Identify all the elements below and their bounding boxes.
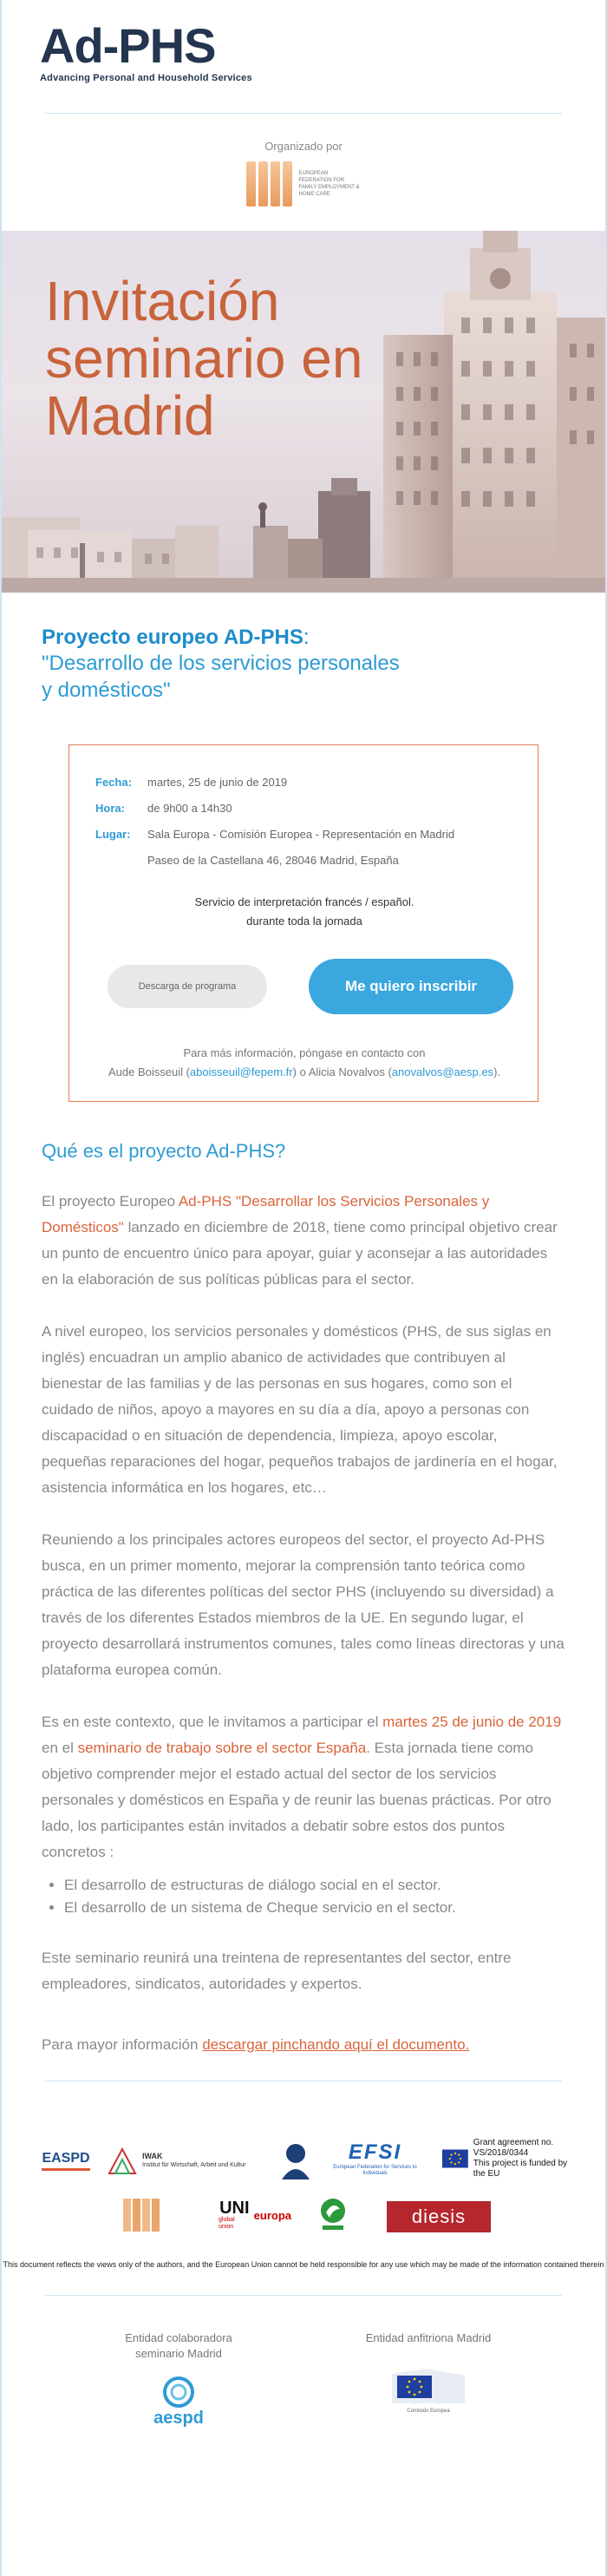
efsi-logo[interactable] (330, 2139, 421, 2179)
uni-logo-text: UNI (219, 2199, 250, 2218)
contact-post: ). (493, 1065, 501, 1078)
grant-line2: VS/2018/0344 (473, 2148, 529, 2158)
footer (2, 2296, 605, 2428)
fepem-logo-text: EUROPEAN FEDERATION FOR FAMILY EMPLOYMENT & HOME CARE (298, 171, 360, 197)
register-button[interactable]: Me quiero inscribir (309, 959, 513, 1014)
eu-funding-notice (442, 2140, 581, 2177)
contact-info (95, 1044, 513, 1082)
easpd-logo[interactable] (40, 2147, 92, 2173)
p4-highlight-seminar: seminario de trabajo sobre el sector España (77, 1740, 367, 1756)
hero-title-line2: seminario en (45, 327, 363, 390)
project-title-bold: Proyecto europeo AD-PHS (42, 626, 304, 649)
time-label: Hora: (95, 802, 125, 815)
eu-disclaimer: This document reflects the views only of the authors, and the European Union cannot be held responsible for any use which may be made of the information contained therein (3, 2260, 604, 2269)
efsi-sub: European Federation for Services to Individuals (333, 2165, 417, 2176)
download-document-link[interactable]: descargar pinchando aquí el documento. (202, 2036, 470, 2053)
aespd-logo[interactable] (83, 2376, 274, 2428)
ec-logo-text: Comisión Europea (407, 2409, 450, 2414)
place-value (147, 822, 454, 874)
collaborator-label-line2: seminario Madrid (135, 2347, 222, 2360)
p6-pre: Para mayor información (42, 2036, 203, 2053)
date-row (95, 770, 513, 796)
iwak-title: IWAK (142, 2151, 163, 2160)
p4-pre: Es en este contexto, que le invitamos a participar el (42, 1714, 383, 1730)
date-label: Fecha: (95, 776, 132, 789)
p1-post: lanzado en diciembre de 2018, tiene como principal objetivo crear un punto de encuentro único para apoyar, guiar y aconsejar a las autoridades en la elaboración de sus políticas públicas para el sector. (42, 1219, 558, 1288)
hero-banner (2, 231, 605, 593)
collaborator-label-line1: Entidad colaboradora (125, 2331, 232, 2344)
contact-line1: Para más información, póngase en contacto con (183, 1046, 426, 1059)
interp-line2: durante toda la jornada (246, 914, 362, 927)
about-section (2, 1140, 605, 2058)
european-commission-icon (392, 2369, 465, 2403)
grant-line1: Grant agreement no. (473, 2138, 554, 2147)
host-entity (333, 2330, 524, 2428)
place-value-line1: Sala Europa - Comisión Europea - Representación en Madrid (147, 828, 455, 841)
contact-line2 (95, 1063, 513, 1082)
grant-line3: This project is funded by the EU (473, 2159, 568, 2179)
contact-pre: Aude Boisseuil ( (108, 1065, 190, 1078)
uni-global-mark (219, 2199, 251, 2231)
topics-list (42, 1874, 565, 1919)
effat-logo[interactable] (316, 2196, 350, 2232)
email-link-anovalvos[interactable]: anovalvos@aesp.es (391, 1065, 494, 1078)
organized-section (2, 114, 605, 231)
p4-post: . Esta jornada tiene como objetivo comprender mejor el estado actual del sector de los servicios personales y domésticos en España y de reunir las buenas prácticas. Por otro lado, los participantes están invitados a debatir sobre estos dos puntos concretos : (42, 1740, 552, 1860)
iwak-logo[interactable] (108, 2140, 255, 2180)
aespd-circle-icon (162, 2376, 195, 2409)
hero-title-line1: Invitación (45, 270, 280, 332)
project-title (42, 626, 565, 650)
contact-mid: ) o Alicia Novalvos ( (292, 1065, 392, 1078)
fepem-logo[interactable] (246, 161, 362, 206)
green-leaf-icon (317, 2197, 349, 2232)
about-paragraph-5: Este seminario reunirá una treintena de representantes del sector, entre empleadores, sindicatos, autoridades y expertos. (42, 1950, 512, 1992)
collaborator-entity (83, 2330, 274, 2428)
project-subtitle-line2: y domésticos" (42, 678, 171, 702)
partners-logos (2, 2114, 605, 2288)
place-label: Lugar: (95, 828, 131, 841)
project-subtitle (42, 650, 565, 704)
iwak-logo-text (142, 2153, 245, 2169)
list-item: • El desarrollo de un sistema de Cheque servicio en el sector. (64, 1897, 565, 1919)
interpretation-note (95, 893, 513, 931)
goethe-portrait-icon (278, 2140, 313, 2179)
time-value: de 9h00 a 14h30 (147, 802, 232, 815)
iwak-icon (108, 2146, 137, 2175)
hero-title (45, 270, 409, 447)
fepem-small-logo[interactable] (120, 2196, 163, 2234)
uni-sub: global union (219, 2217, 235, 2230)
diesis-logo-text: diesis (411, 2206, 467, 2227)
efsi-logo-text: EFSI (348, 2140, 402, 2164)
about-paragraph-4 (42, 1709, 565, 1865)
logo-subtitle: Advancing Personal and Household Services (40, 73, 252, 83)
p1-pre: El proyecto Europeo (42, 1193, 179, 1209)
about-paragraph-3: Reuniendo a los principales actores europeos del sector, el proyecto Ad-PHS busca, en un primer momento, mejorar la comprensión tanto teórica como práctica de las diferentes políticas del sector PHS (incluyendo su diversidad) a través de los diferentes Estados miembros de la UE. En segundo lugar, el proyecto desarrollará instrumentos comunes, tales como líneas directoras y una plataforma europea común. (42, 1531, 565, 1678)
hero-title-line3: Madrid (45, 384, 215, 447)
uni-europa-logo[interactable] (219, 2198, 291, 2232)
about-paragraph-1 (42, 1189, 565, 1293)
iwak-sub: Institut für Wirtschaft, Arbeit und Kultur (142, 2161, 246, 2168)
grant-text (473, 2138, 581, 2179)
p4-highlight-date: martes 25 de junio de 2019 (382, 1714, 562, 1730)
place-row (95, 822, 513, 874)
host-label: Entidad anfitriona Madrid (365, 2331, 492, 2344)
date-value: martes, 25 de junio de 2019 (147, 776, 288, 789)
aespd-logo-text: aespd (153, 2409, 204, 2428)
organized-label: Organizado por (264, 140, 343, 153)
european-commission-logo[interactable] (333, 2369, 524, 2419)
event-info-box (69, 744, 538, 1102)
action-buttons (95, 959, 513, 1014)
list-item: • El desarrollo de estructuras de diálogo social en el sector. (64, 1874, 565, 1897)
project-title-colon: : (303, 626, 310, 649)
time-row (95, 796, 513, 822)
p4-mid: en el (42, 1740, 78, 1756)
about-heading: Qué es el proyecto Ad-PHS? (42, 1140, 286, 1162)
uni-europa-text: europa (253, 2208, 291, 2222)
more-info-paragraph (42, 2032, 565, 2058)
interp-line1: Servicio de interpretación francés / español. (194, 895, 414, 908)
place-value-line2: Paseo de la Castellana 46, 28046 Madrid, España (147, 854, 399, 867)
email-link-aboisseuil[interactable]: aboisseuil@fepem.fr (189, 1065, 293, 1078)
header (2, 0, 605, 113)
adphs-logo[interactable] (40, 18, 605, 73)
project-heading (2, 593, 605, 744)
eu-flag-icon (442, 2148, 468, 2169)
p1-highlight: Ad-PHS "Desarrollar los Servicios Personales y Domésticos" (42, 1193, 490, 1236)
logo-title: Ad-PHS (40, 18, 216, 73)
project-subtitle-line1: "Desarrollo de los servicios personales (42, 652, 400, 675)
download-program-button[interactable]: Descarga de programa (108, 965, 267, 1008)
about-paragraph-2: A nivel europeo, los servicios personales y domésticos (PHS, de sus siglas en inglés) encuadran un amplio abanico de actividades que contribuyen al bienestar de las familias y de las personas en sus hogares, como son el cuidado de niños, apoyo a mayores en su día a día, apoyo a personas con discapacidad o en situación de dependencia, limpieza, apoyo escolar, pequeñas reparaciones del hogar, pequeños trabajos de jardinería en el hogar, asistencia informática en los hogares, etc… (42, 1323, 558, 1496)
fepem-bars-icon (246, 161, 292, 206)
diesis-logo[interactable] (387, 2201, 491, 2232)
easpd-logo-text: EASPD (42, 2150, 90, 2166)
goethe-university-logo[interactable] (277, 2139, 314, 2180)
